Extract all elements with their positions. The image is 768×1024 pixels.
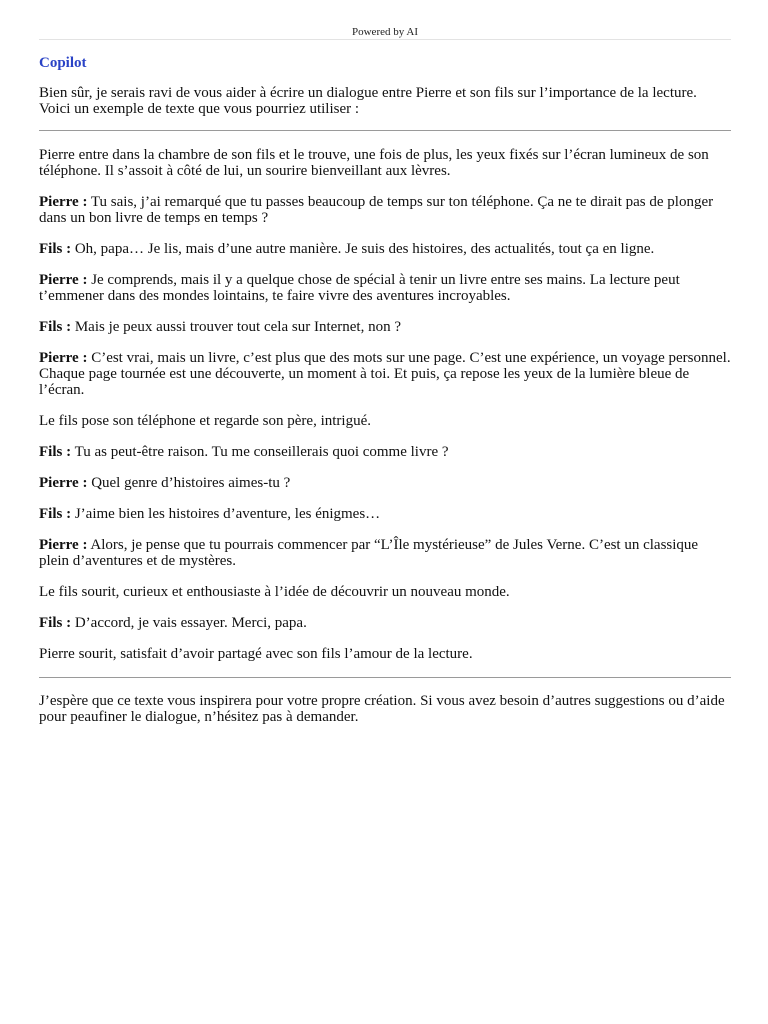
powered-by-header: Powered by AI: [352, 26, 418, 38]
narration-line: Pierre entre dans la chambre de son fils et le trouve, une fois de plus, les yeux fixés sur l’écran lumineux de son téléphone. Il s’assoit à côté de lui, un sourire bienveillant aux lèvres.: [39, 147, 709, 179]
dialogue-line: Fils : Tu as peut-être raison. Tu me conseillerais quoi comme livre ?: [39, 444, 449, 460]
dialogue-line: Pierre : Quel genre d’histoires aimes-tu ?: [39, 475, 291, 491]
narration-line: Le fils pose son téléphone et regarde son père, intrigué.: [39, 413, 371, 429]
speaker-label: Fils :: [39, 241, 72, 257]
header-divider: [39, 39, 731, 40]
dialogue-line: Fils : Oh, papa… Je lis, mais d’une autre manière. Je suis des histoires, des actualités, tout ça en ligne.: [39, 241, 655, 257]
section-divider-top: [39, 130, 731, 131]
speaker-label: Pierre :: [39, 272, 88, 288]
dialogue-line: Fils : J’aime bien les histoires d’aventure, les énigmes…: [39, 506, 381, 522]
dialogue-line: Pierre : Alors, je pense que tu pourrais commencer par “L’Île mystérieuse” de Jules Verne. C’est un classique plein d’aventures et de mystères.: [39, 537, 699, 569]
speaker-label: Fils :: [39, 319, 72, 335]
speaker-label: Pierre :: [39, 194, 88, 210]
narration-line: Pierre sourit, satisfait d’avoir partagé avec son fils l’amour de la lecture.: [39, 646, 473, 662]
speaker-label: Fils :: [39, 615, 72, 631]
section-divider-bottom: [39, 677, 731, 678]
dialogue-line: Pierre : Tu sais, j’ai remarqué que tu passes beaucoup de temps sur ton téléphone. Ça ne te dirait pas de plonger dans un bon livre de temps en temps ?: [39, 194, 714, 226]
intro-paragraph: Bien sûr, je serais ravi de vous aider à écrire un dialogue entre Pierre et son fils sur l’importance de la lecture. Voici un exemple de texte que vous pourriez utiliser :: [39, 85, 697, 117]
speaker-label: Fils :: [39, 444, 72, 460]
dialogue-line: Pierre : C’est vrai, mais un livre, c’est plus que des mots sur une page. C’est une expérience, un voyage personnel. Chaque page tournée est une découverte, un moment à toi. Et puis, ça repose les yeux de la lumière bleue de l’écran.: [39, 350, 731, 398]
speaker-label: Fils :: [39, 506, 72, 522]
document-page: [39, 0, 731, 725]
speaker-label: Pierre :: [39, 537, 88, 553]
dialogue-line: Fils : Mais je peux aussi trouver tout cela sur Internet, non ?: [39, 319, 401, 335]
outro-paragraph: J’espère que ce texte vous inspirera pour votre propre création. Si vous avez besoin d’autres suggestions ou d’aide pour peaufiner le dialogue, n’hésitez pas à demander.: [39, 693, 725, 725]
speaker-label: Pierre :: [39, 475, 88, 491]
narration-line: Le fils sourit, curieux et enthousiaste à l’idée de découvrir un nouveau monde.: [39, 584, 510, 600]
assistant-name-title: Copilot: [39, 55, 87, 71]
speaker-label: Pierre :: [39, 350, 88, 366]
dialogue-line: Pierre : Je comprends, mais il y a quelque chose de spécial à tenir un livre entre ses mains. La lecture peut t’emmener dans des mondes lointains, te faire vivre des aventures incroyables.: [39, 272, 680, 304]
dialogue-section: [39, 147, 731, 662]
dialogue-line: Fils : D’accord, je vais essayer. Merci, papa.: [39, 615, 307, 631]
